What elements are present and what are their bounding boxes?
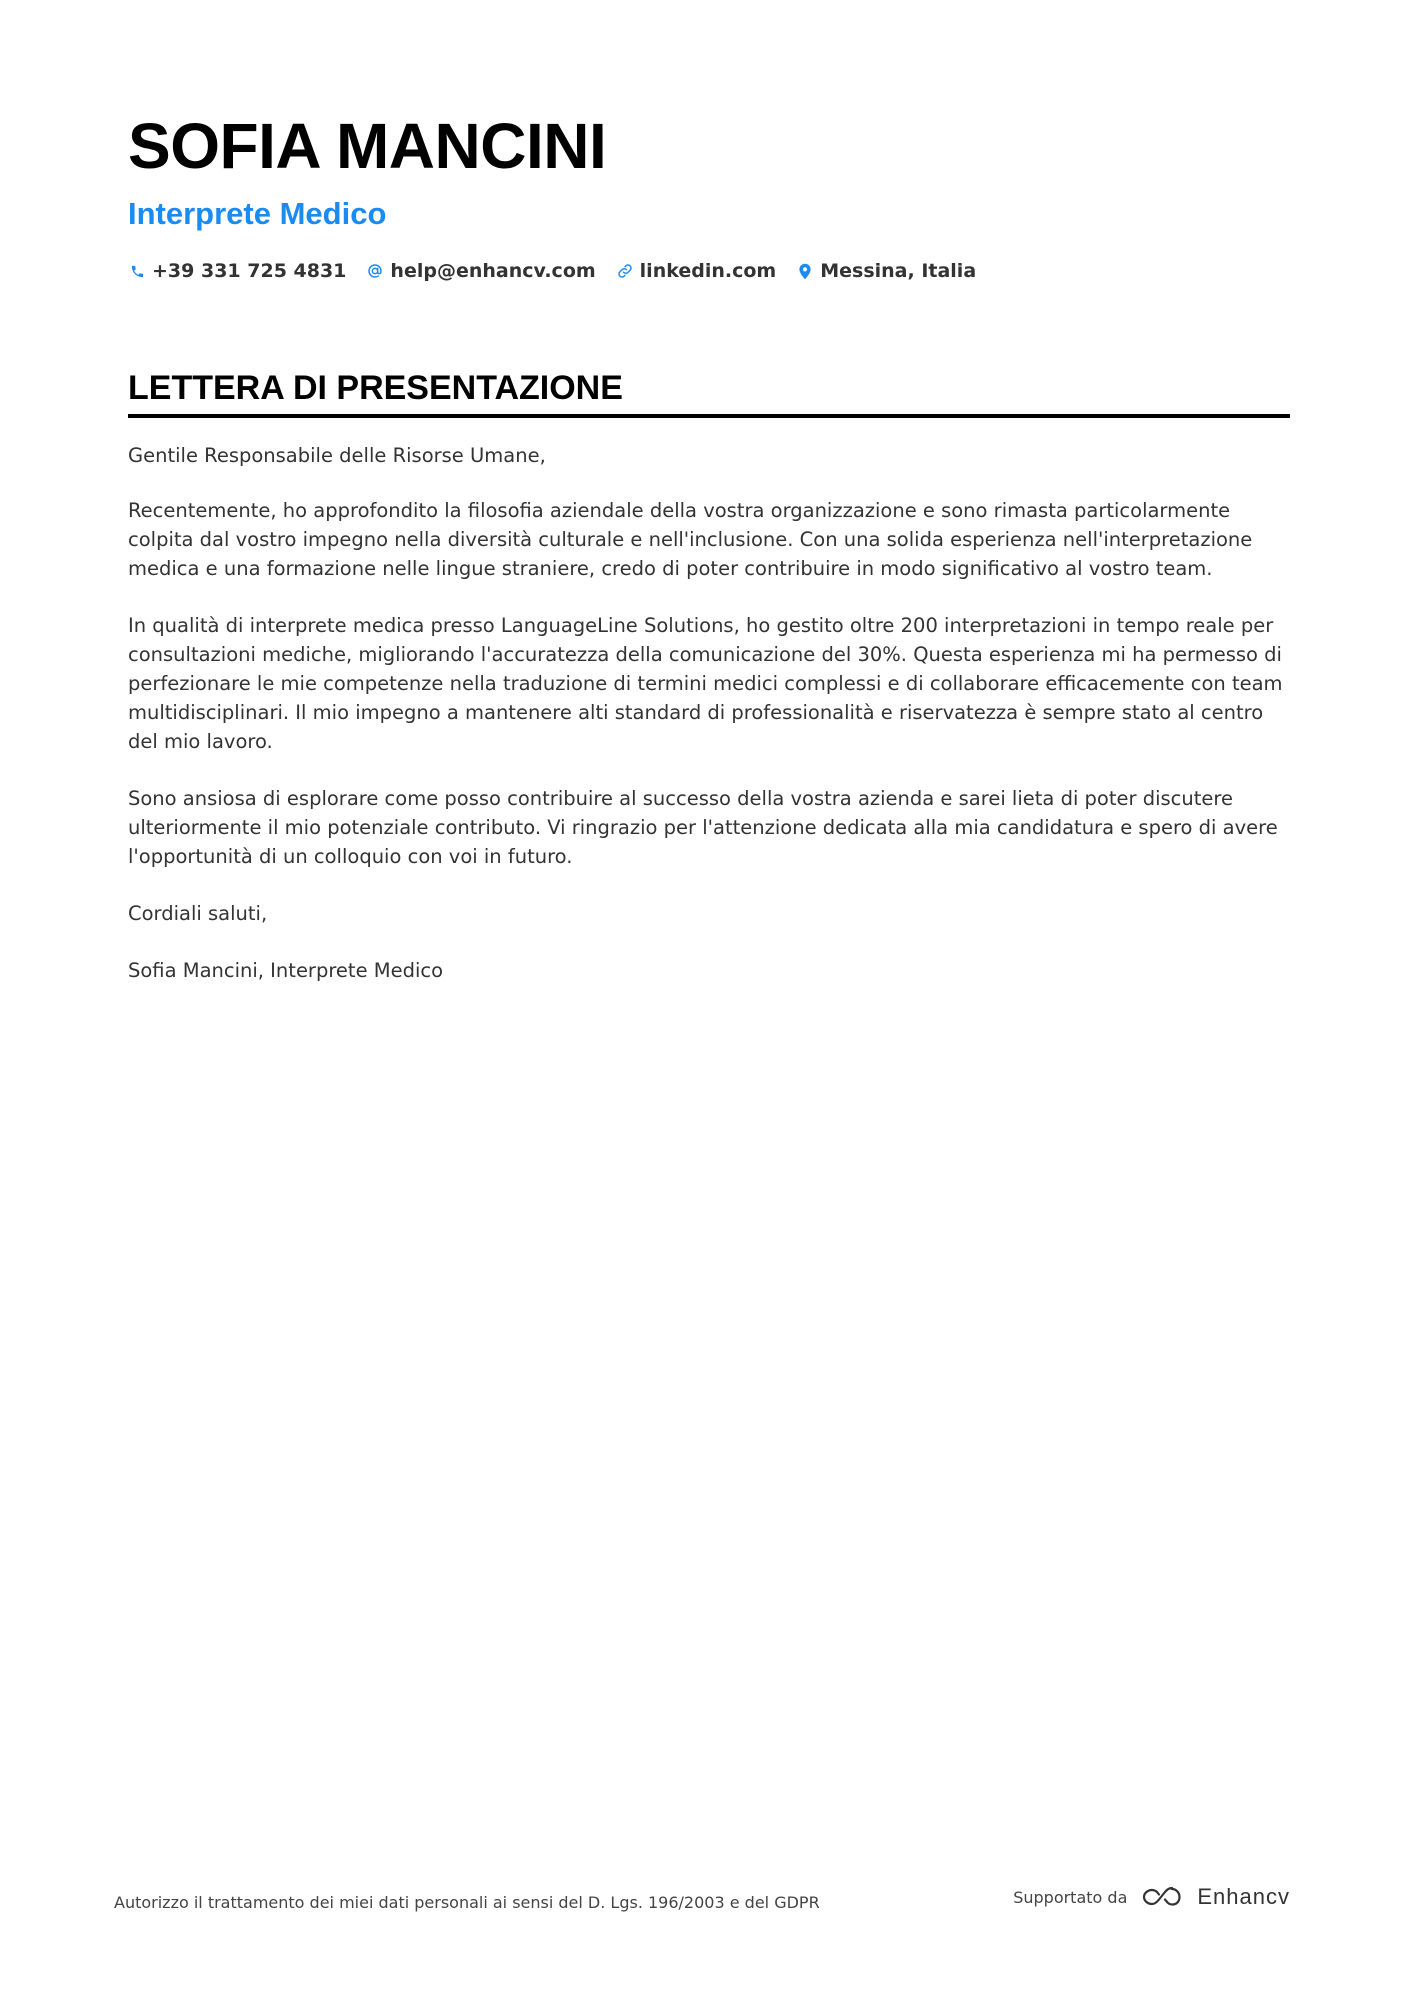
contact-linkedin <box>616 260 777 282</box>
letter-paragraph-2: In qualità di interprete medica presso LanguageLine Solutions, ho gestito oltre 200 interpretazioni in tempo reale per consultazioni mediche, migliorando l'accuratezza della comunicazione del 30%. Questa esperienza mi ha permesso di perfezionare le mie competenze nella traduzione di termini medici complessi e di collaborare efficacemente con team multidisciplinari. Il mio impegno a mantenere alti standard di professionalità e riservatezza è sempre stato al centro del mio lavoro. <box>128 614 1283 753</box>
letter-paragraph-1: Recentemente, ho approfondito la filosofia aziendale della vostra organizzazione e sono rimasta particolarmente colpita dal vostro impegno nella diversità culturale e nell'inclusione. Con una solida esperienza nell'interpretazione medica e una formazione nelle lingue straniere, credo di poter contribuire in modo significativo al vostro team. <box>128 499 1253 580</box>
linkedin-link[interactable]: linkedin.com <box>639 260 777 282</box>
gdpr-consent: Autorizzo il trattamento dei miei dati personali ai sensi del D. Lgs. 196/2003 e del GDPR <box>114 1893 820 1912</box>
section-title: LETTERA DI PRESENTAZIONE <box>128 366 1290 418</box>
phone-icon <box>128 262 146 280</box>
contact-email <box>366 260 595 282</box>
letter-paragraph-3: Sono ansiosa di esplorare come posso contribuire al successo della vostra azienda e sarei lieta di poter discutere ulteriormente il mio potenziale contributo. Vi ringrazio per l'attenzione dedicata alla mia candidatura e spero di avere l'opportunità di un colloquio con voi in futuro. <box>128 787 1278 868</box>
email-address[interactable]: help@enhancv.com <box>390 260 596 282</box>
location-text: Messina, Italia <box>820 260 977 282</box>
at-icon <box>366 262 384 280</box>
phone-number[interactable]: +39 331 725 4831 <box>152 260 347 282</box>
header <box>128 108 1288 282</box>
letter-body <box>128 441 1290 1013</box>
map-pin-icon <box>796 262 814 280</box>
enhancv-brand-name[interactable]: Enhancv <box>1197 1884 1290 1909</box>
letter-signature: Sofia Mancini, Interprete Medico <box>128 959 444 982</box>
letter-closing: Cordiali saluti, <box>128 902 268 925</box>
candidate-name: SOFIA MANCINI <box>128 110 607 182</box>
contact-phone <box>128 260 346 282</box>
contact-bar <box>128 260 1288 282</box>
letter-greeting: Gentile Responsabile delle Risorse Umane, <box>128 444 546 467</box>
contact-location <box>796 260 976 282</box>
powered-by <box>1013 1884 1290 1910</box>
link-icon <box>616 262 634 280</box>
enhancv-logo-icon <box>1139 1885 1185 1909</box>
candidate-role: Interprete Medico <box>128 196 387 231</box>
powered-by-label: Supportato da <box>1013 1887 1128 1907</box>
